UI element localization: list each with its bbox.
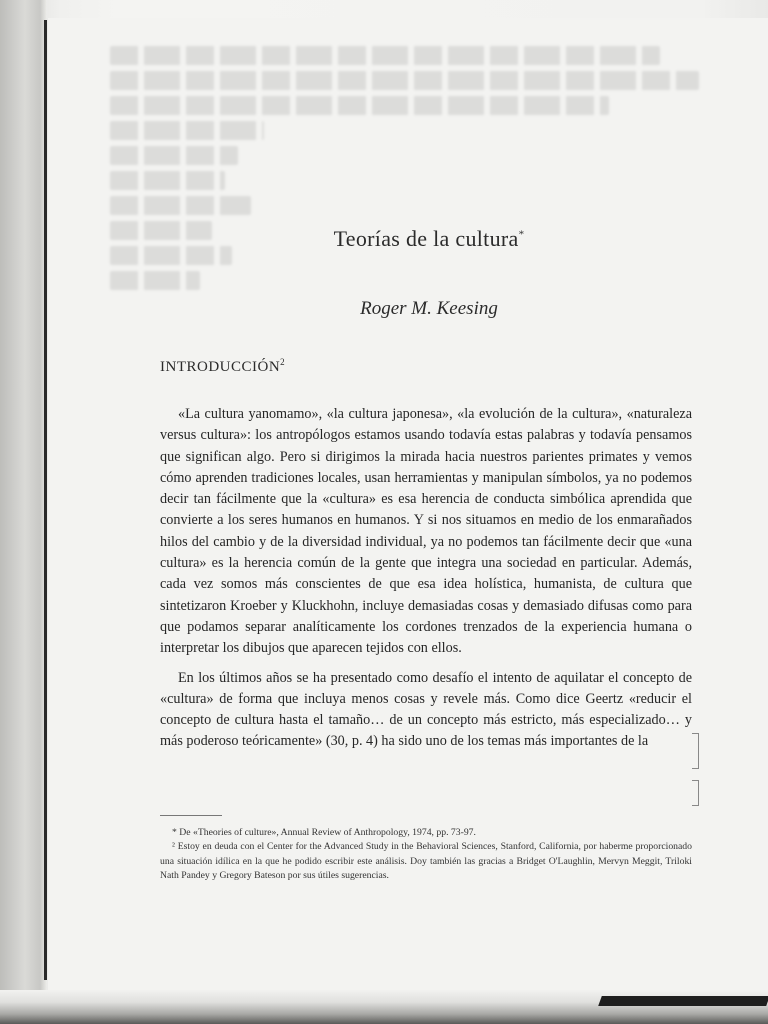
title-text: Teorías de la cultura (333, 226, 519, 251)
body-paragraph-1: «La cultura yanomamo», «la cultura japonesa», «la evolución de la cultura», «naturaleza versus cultura»: los antropólogos estamos usando todavía estas palabras y todavía pensamos que significan algo. Pero si dirigimos la mirada hacia nuestros parientes primates y vemos cómo aprenden tradiciones locales, usan herramientas y manipulan símbolos, ya no podemos decir tan fácilmente que la «cultura» es esa herencia de conducta simbólica aprendida que convierte a los seres humanos en humanos. Y si nos situamos en medio de los enmarañados hilos del cambio y de la diversidad individual, ya no podemos tan fácilmente decir que «una cultura» es la herencia común de la gente que integra una sociedad en particular. Además, cada vez somos más conscientes de que esa idea holística, humanista, de cultura que sintetizaron Kroeber y Kluckhohn, incluye demasiadas cosas y demasiado difusas como para que podamos separar analíticamente los cordones trenzados de la experiencia humana o interpretar los dibujos que aparecen tejidos con ellos. (160, 406, 692, 657)
article-body (160, 404, 692, 753)
section-heading-text: INTRODUCCIÓN (160, 359, 281, 375)
footnote-rule (160, 815, 222, 816)
margin-bracket (692, 780, 699, 806)
article-title (0, 226, 768, 252)
spine-edge (44, 20, 47, 980)
body-paragraph-2: En los últimos años se ha presentado como desafío el intento de aquilatar el concepto de «cultura» de forma que incluya menos cosas y revele más. Como dice Geertz «reducir el concepto de cultura hasta el tamaño… de un concepto más estricto, más especializado… y más poderoso teóricamente» (30, p. 4) ha sido uno de los temas más importantes de la (160, 669, 692, 750)
footnote-2: ² Estoy en deuda con el Center for the Advanced Study in the Behavioral Sciences, Stanford, California, por haberme proporcionado una situación idílica en la que he podido escribir este análisis. Doy también las gracias a Bridget O'Laughlin, Mervyn Meggit, Triloki Nath Pandey y Gregory Bateson por sus útiles sugerencias. (160, 841, 692, 882)
section-footnote-mark: 2 (280, 357, 286, 367)
title-footnote-mark: * (518, 228, 525, 241)
show-through-text (110, 40, 750, 320)
book-gutter (0, 0, 46, 1024)
footnotes (160, 826, 692, 884)
footnote-1: * De «Theories of culture», Annual Review of Anthropology, 1974, pp. 73-97. (172, 827, 476, 838)
article-author: Roger M. Keesing (360, 298, 498, 319)
section-heading (160, 357, 285, 376)
margin-bracket (692, 733, 699, 769)
page-corner (598, 996, 768, 1006)
